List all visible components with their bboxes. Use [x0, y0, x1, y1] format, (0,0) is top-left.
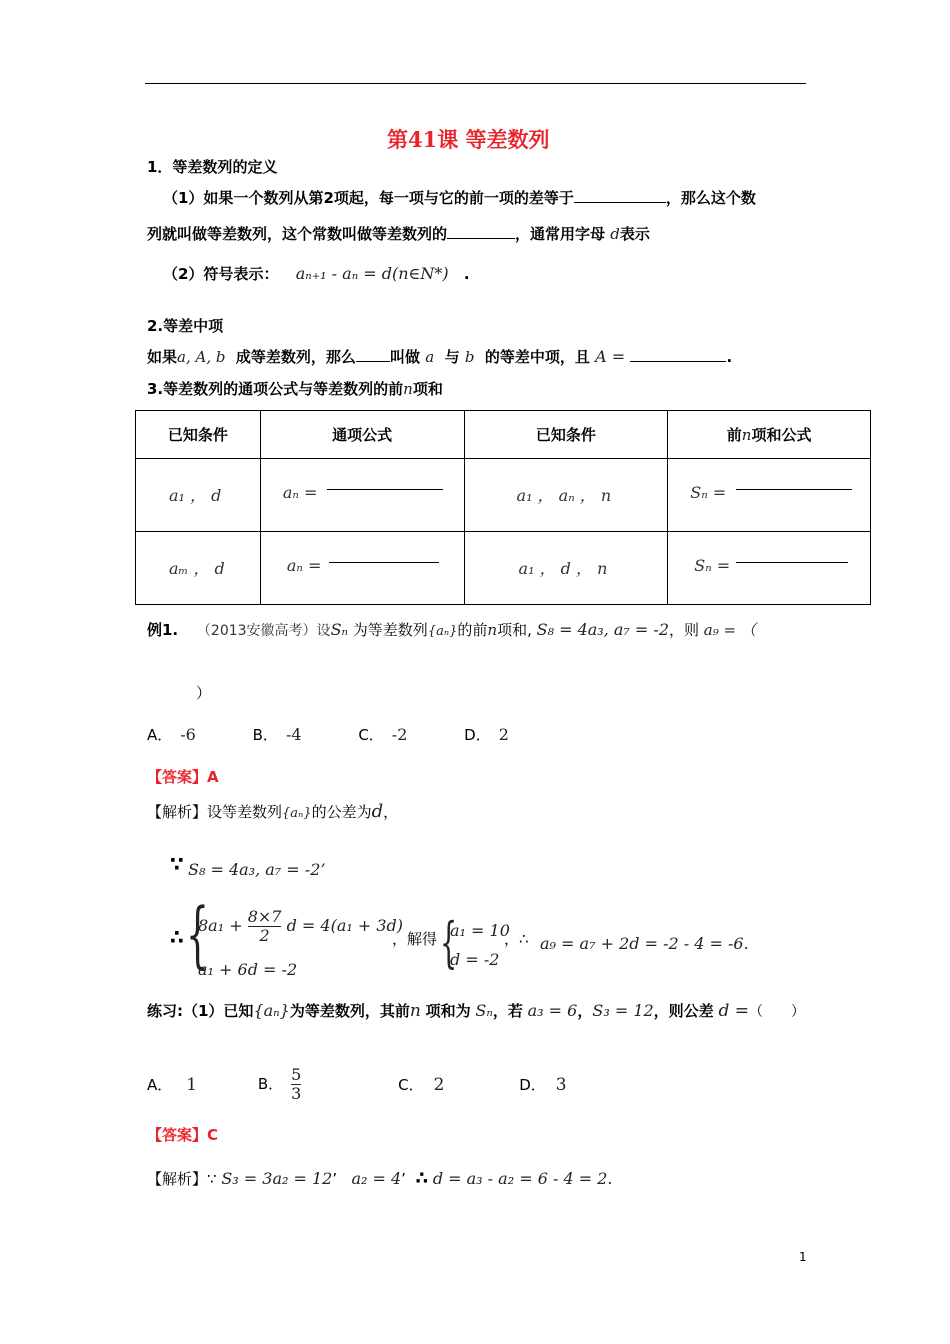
option-b[interactable]: B． -4 — [252, 725, 302, 744]
option-a[interactable]: A． 1 — [147, 1075, 198, 1095]
answer-line[interactable] — [327, 489, 443, 490]
option-d[interactable]: D． 3 — [519, 1075, 567, 1095]
solve-label: ，解得 — [392, 930, 438, 948]
option-c[interactable]: C． -2 — [358, 725, 408, 744]
example1-final: a₉ = a₇ + 2d = -2 - 4 = -6. — [540, 934, 749, 953]
practice1-answer: 【答案】C — [147, 1126, 219, 1144]
example1-given: S₈ = 4a₃, a₇ = -2’ — [188, 860, 326, 879]
practice1-options — [147, 1066, 567, 1103]
table-cell: aₘ ， d — [136, 532, 261, 605]
table-cell: Sₙ = — [668, 459, 871, 532]
option-b[interactable]: B． $\frac{5}{3}$ — [257, 1065, 302, 1103]
therefore-symbol: ∴ — [170, 925, 184, 949]
practice1-solution: 【解析】∵ S₃ = 3a₂ = 12’ a₂ = 4’ ∴ d = a₃ - a₂ = 6 - 4 = 2. — [147, 1168, 613, 1189]
system-equation-2: a₁ + 6d = -2 — [198, 960, 298, 979]
table-cell: a₁ ， d — [136, 459, 261, 532]
table-cell: aₙ = — [260, 459, 464, 532]
option-d[interactable]: D． 2 — [464, 725, 509, 744]
section2-heading: 2.等差中项 — [147, 317, 224, 335]
blank-common-difference[interactable] — [574, 202, 666, 203]
system-brace: { — [186, 892, 209, 976]
system-equation-1: 8a₁ + $\frac{8\times 7}{2}$ d = 4(a₁ + 3d) — [198, 907, 404, 945]
table-header-known-1: 已知条件 — [136, 411, 261, 459]
answer-line[interactable] — [736, 489, 852, 490]
practice1-question: 练习:（1）已知{aₙ}为等差数列，其前n 项和为 Sₙ，若 a₃ = 6，S₃ = 12，则公差 d =（ ） — [147, 1001, 805, 1021]
example1-question: 例1. （2013安徽高考）设Sₙ 为等差数列{aₙ}的前n项和, S₈ = 4a₃, a₇ = -2，则 a₉ = （ — [147, 620, 756, 639]
section1-heading: 1．等差数列的定义 — [147, 158, 278, 176]
blank-A-formula[interactable] — [630, 361, 726, 362]
header-rule — [145, 83, 806, 84]
table-cell: Sₙ = — [668, 532, 871, 605]
answer-line[interactable] — [736, 562, 848, 563]
blank-middle-term[interactable] — [356, 361, 390, 362]
page-number: 1 — [799, 1250, 807, 1264]
result-therefore: ，∴ — [504, 930, 529, 948]
result-brace: { — [440, 911, 458, 974]
table-header-known-2: 已知条件 — [464, 411, 668, 459]
table-cell: a₁ ， d ， n — [464, 532, 668, 605]
recurrence-formula: aₙ₊₁ - aₙ = d(n∈N*) — [295, 264, 449, 283]
section1-para2: （2）符号表示： aₙ₊₁ - aₙ = d(n∈N*) . — [163, 264, 470, 283]
section2-para: 如果a, A, b 成等差数列，那么 叫做 a 与 b 的等差中项，且 A = . — [147, 347, 733, 366]
table-header-sum-formula: 前n项和公式 — [668, 411, 871, 459]
answer-line[interactable] — [329, 562, 439, 563]
example1-close-paren: ） — [196, 684, 212, 702]
formula-table — [135, 410, 871, 605]
example1-answer: 【答案】A — [147, 768, 219, 786]
example1-solution-intro: 【解析】设等差数列{aₙ}的公差为d， — [147, 801, 399, 822]
table-cell: aₙ = — [260, 532, 464, 605]
blank-term[interactable] — [447, 238, 515, 239]
result-1: a₁ = 10 — [450, 921, 510, 940]
section3-heading: 3.等差数列的通项公式与等差数列的前n项和 — [147, 380, 443, 398]
option-c[interactable]: C． 2 — [398, 1075, 445, 1095]
table-header-general-term: 通项公式 — [260, 411, 464, 459]
option-a[interactable]: A． -6 — [147, 725, 196, 744]
table-cell: a₁ ， aₙ ， n — [464, 459, 668, 532]
result-2: d = -2 — [450, 950, 500, 969]
section1-para1: （1）如果一个数列从第2项起，每一项与它的前一项的差等于 ，那么这个数 — [163, 189, 756, 207]
fraction: $\frac{8\times 7}{2}$ — [247, 907, 282, 945]
because-symbol: ∵ — [170, 852, 184, 876]
section1-para1-cont: 列就叫做等差数列，这个常数叫做等差数列的 ，通常用字母 d表示 — [147, 225, 650, 243]
page-title: 第41课 等差数列 — [387, 127, 550, 152]
example1-options — [147, 724, 509, 745]
